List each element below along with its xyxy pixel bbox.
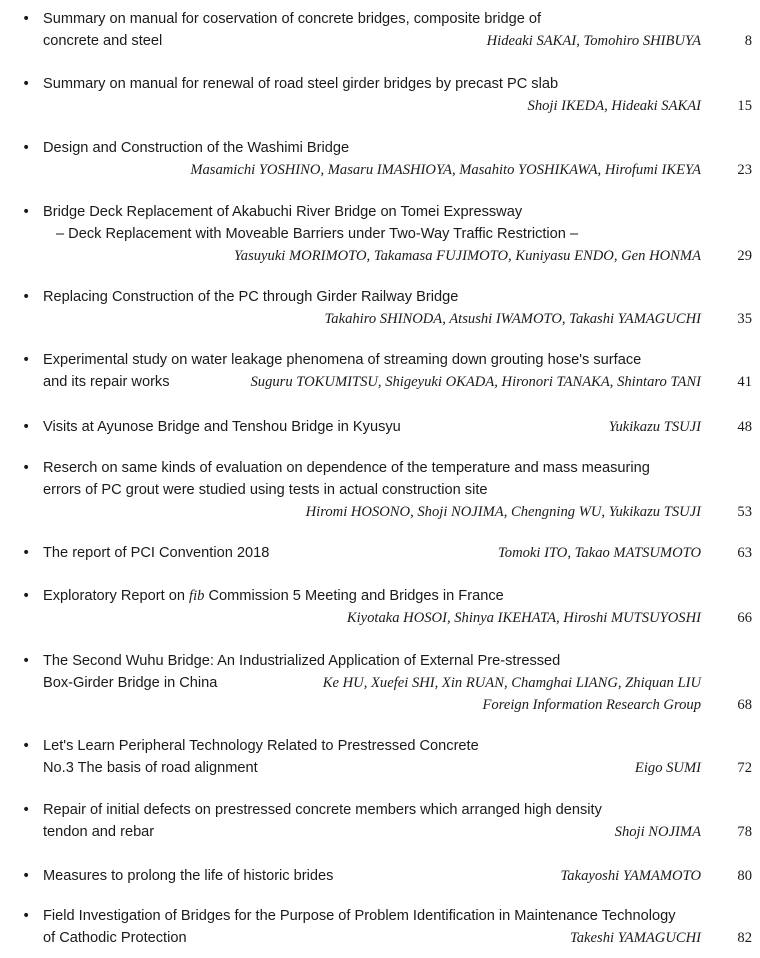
entry-title: Bridge Deck Replacement of Akabuchi River Bridge on Tomei Expressway (43, 204, 523, 220)
entry-page: 68 (737, 697, 752, 713)
bullet-icon: • (22, 419, 31, 435)
bullet-icon: • (22, 289, 31, 305)
bullet-icon: • (22, 140, 31, 156)
entry-title: Visits at Ayunose Bridge and Tenshou Bridge in Kyusyu (43, 419, 401, 435)
entry-page: 78 (737, 824, 752, 840)
entry-authors: Hideaki SAKAI, Tomohiro SHIBUYA (486, 33, 701, 49)
entry-page: 66 (737, 610, 752, 626)
entry-authors: Hiromi HOSONO, Shoji NOJIMA, Chengning WU, Yukikazu TSUJI (305, 504, 701, 520)
entry-title: Experimental study on water leakage phenomena of streaming down grouting hose's surface (43, 352, 642, 368)
bullet-icon: • (22, 588, 31, 604)
bullet-icon: • (22, 76, 31, 92)
entry-title: Summary on manual for renewal of road steel girder bridges by precast PC slab (43, 76, 559, 92)
entry-title: Reserch on same kinds of evaluation on dependence of the temperature and mass measuring (43, 460, 650, 476)
bullet-icon: • (22, 460, 31, 476)
entry-authors: Suguru TOKUMITSU, Shigeyuki OKADA, Hironori TANAKA, Shintaro TANI (250, 374, 701, 390)
entry-title: of Cathodic Protection (43, 930, 187, 946)
bullet-icon: • (22, 653, 31, 669)
entry-subtitle: – Deck Replacement with Moveable Barriers under Two-Way Traffic Restriction – (56, 226, 579, 242)
entry-title: No.3 The basis of road alignment (43, 760, 258, 776)
entry-title: Summary on manual for coservation of concrete bridges, composite bridge of (43, 11, 542, 27)
entry-page: 82 (737, 930, 752, 946)
bullet-icon: • (22, 204, 31, 220)
entry-title: Design and Construction of the Washimi Bridge (43, 140, 350, 156)
entry-page: 23 (737, 162, 752, 178)
entry-title: Let's Learn Peripheral Technology Related to Prestressed Concrete (43, 738, 479, 754)
entry-authors: Tomoki ITO, Takao MATSUMOTO (498, 545, 701, 561)
bullet-icon: • (22, 738, 31, 754)
entry-title: Box-Girder Bridge in China (43, 675, 218, 691)
entry-authors: Eigo SUMI (634, 760, 701, 776)
entry-title: tendon and rebar (43, 824, 155, 840)
bullet-icon: • (22, 802, 31, 818)
entry-title: The Second Wuhu Bridge: An Industrialized Application of External Pre-stressed (43, 653, 561, 669)
entry-title: and its repair works (43, 374, 170, 390)
entry-authors: Yasuyuki MORIMOTO, Takamasa FUJIMOTO, Kuniyasu ENDO, Gen HONMA (234, 248, 701, 264)
entry-authors: Takahiro SHINODA, Atsushi IWAMOTO, Takashi YAMAGUCHI (324, 311, 701, 327)
entry-page: 29 (737, 248, 752, 264)
fib-label: fib (189, 588, 205, 604)
entry-authors: Takeshi YAMAGUCHI (569, 930, 701, 946)
entry-authors: Ke HU, Xuefei SHI, Xin RUAN, Chamghai LIANG, Zhiquan LIU (322, 675, 701, 691)
entry-title: Repair of initial defects on prestressed concrete members which arranged high density (43, 802, 602, 818)
bullet-icon: • (22, 11, 31, 27)
entry-page: 63 (737, 545, 752, 561)
entry-title: Field Investigation of Bridges for the Purpose of Problem Identification in Maintenance Technology (43, 908, 676, 924)
entry-page: 48 (737, 419, 752, 435)
entry-page: 80 (737, 868, 752, 884)
entry-authors-group: Foreign Information Research Group (482, 697, 701, 713)
entry-title: Replacing Construction of the PC through Girder Railway Bridge (43, 289, 459, 305)
entry-title: concrete and steel (43, 33, 163, 49)
entry-page: 8 (744, 33, 752, 49)
bullet-icon: • (22, 545, 31, 561)
entry-title-suffix: Commission 5 Meeting and Bridges in France (204, 588, 504, 604)
entry-page: 72 (737, 760, 752, 776)
entry-page: 53 (737, 504, 752, 520)
entry-title-prefix: Exploratory Report on (43, 588, 190, 604)
entry-authors: Shoji IKEDA, Hideaki SAKAI (527, 98, 701, 114)
entry-title: Measures to prolong the life of historic brides (43, 868, 334, 884)
bullet-icon: • (22, 908, 31, 924)
entry-title: errors of PC grout were studied using tests in actual construction site (43, 482, 488, 498)
entry-authors: Yukikazu TSUJI (608, 419, 701, 435)
entry-title (43, 586, 504, 607)
entry-authors: Masamichi YOSHINO, Masaru IMASHIOYA, Masahito YOSHIKAWA, Hirofumi IKEYA (190, 162, 701, 178)
bullet-icon: • (22, 352, 31, 368)
entry-page: 41 (737, 374, 752, 390)
bullet-icon: • (22, 868, 31, 884)
entry-title: The report of PCI Convention 2018 (43, 545, 270, 561)
entry-page: 35 (737, 311, 752, 327)
entry-authors: Kiyotaka HOSOI, Shinya IKEHATA, Hiroshi MUTSUYOSHI (346, 610, 701, 626)
entry-page: 15 (737, 98, 752, 114)
entry-authors: Shoji NOJIMA (614, 824, 701, 840)
entry-authors: Takayoshi YAMAMOTO (560, 868, 701, 884)
